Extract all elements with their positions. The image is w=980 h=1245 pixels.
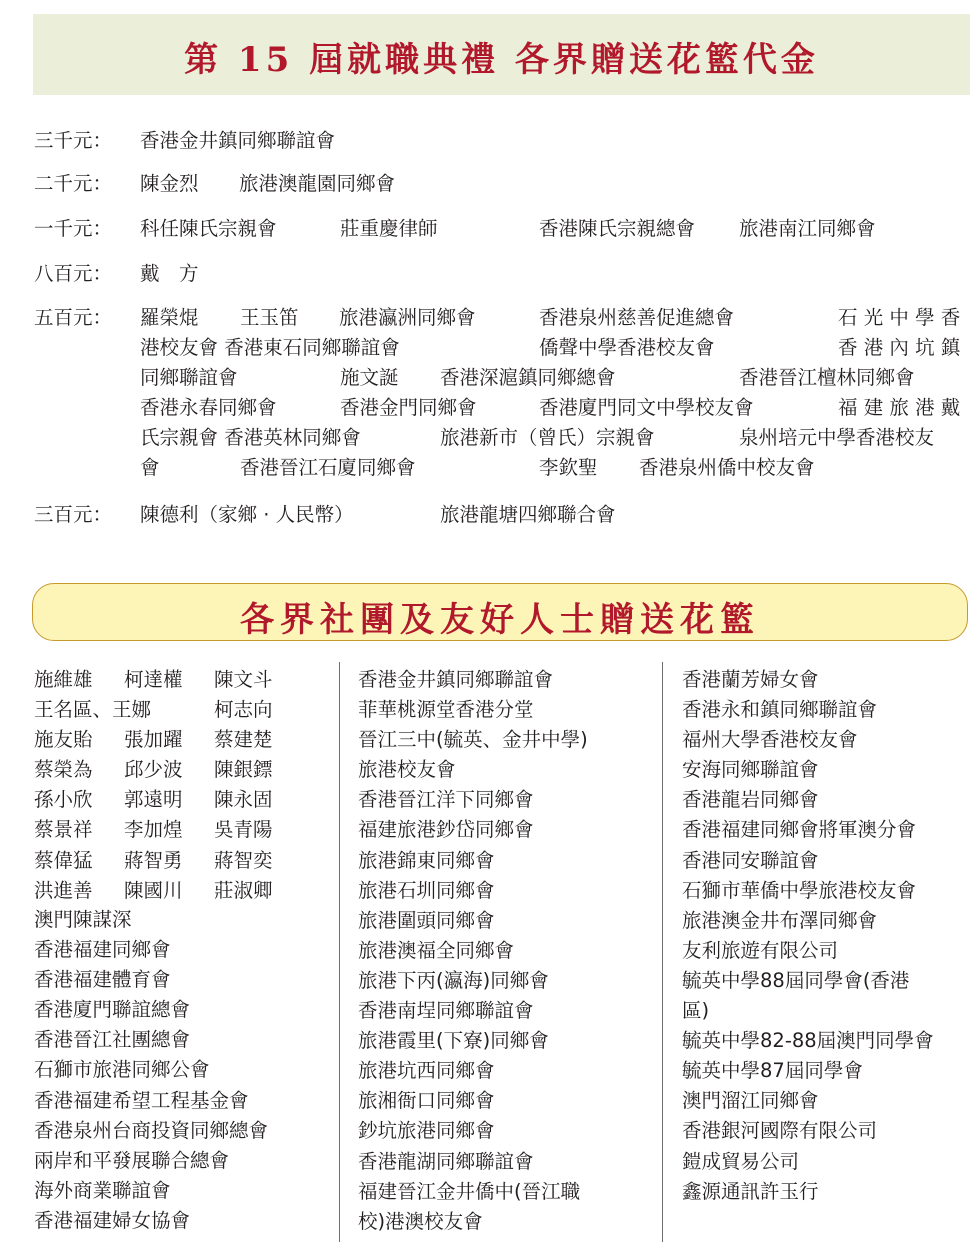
donor-item: 港校友會 香港東石同鄉聯誼會 — [140, 336, 400, 359]
donor-item: 香 港 內 坑 鎮 — [838, 336, 961, 359]
donor-item: 陳金烈 — [140, 172, 199, 195]
list-item: 旅港坑西同鄉會 — [358, 1059, 495, 1083]
donor-item: 氏宗親會 香港英林同鄉會 — [140, 426, 361, 449]
list-item: 香港晉江社團總會 — [34, 1028, 191, 1052]
list-item: 香港廈門聯誼總會 — [34, 998, 191, 1022]
list-item: 兩岸和平發展聯合總會 — [34, 1148, 230, 1172]
top-banner — [33, 14, 970, 95]
list-item: 毓英中學88屆同學會(香港 — [682, 968, 910, 992]
donor-item: 羅榮焜 — [140, 306, 199, 329]
list-item: 香港晉江洋下同鄉會 — [358, 788, 534, 812]
list-item: 旅港校友會 — [358, 758, 456, 782]
list-item: 晉江三中(毓英、金井中學) — [358, 728, 588, 752]
list-item: 香港福建婦女協會 — [34, 1208, 191, 1232]
donor-item: 福 建 旅 港 戴 — [838, 396, 961, 419]
person-name: 蔡榮為 — [34, 758, 93, 782]
donor-item: 同鄉聯誼會 — [140, 366, 238, 389]
list-item: 鈔坑旅港同鄉會 — [358, 1119, 495, 1143]
list-item: 香港蘭芳婦女會 — [682, 668, 819, 691]
person-name: 張加躍 — [124, 728, 183, 752]
list-item: 香港龍湖同鄉聯誼會 — [358, 1149, 534, 1173]
list-item: 區) — [682, 999, 710, 1023]
donor-item: 香港泉州慈善促進總會 — [539, 306, 735, 329]
donor-item: 石 光 中 學 香 — [838, 306, 961, 329]
donor-item: 香港泉州僑中校友會 — [639, 456, 815, 479]
donor-item: 香港晉江石廈同鄉會 — [240, 456, 416, 479]
list-item: 福建晉江金井僑中(晉江職 — [358, 1179, 581, 1203]
person-name: 柯志向 — [214, 698, 273, 722]
list-item: 澳門陳謀深 — [34, 908, 132, 931]
donor-item: 旅港澳龍園同鄉會 — [239, 172, 396, 195]
list-item: 旅港圍頭同鄉會 — [358, 908, 495, 932]
person-name: 郭遠明 — [124, 788, 183, 812]
list-item: 香港福建同鄉會 — [34, 938, 171, 962]
person-name: 蔣智奕 — [214, 848, 273, 872]
list-item: 旅港下丙(瀛海)同鄉會 — [358, 968, 549, 992]
tier-amount-label: 五百元： — [34, 306, 113, 329]
donor-item: 旅港南江同鄉會 — [739, 217, 876, 240]
list-item: 香港泉州台商投資同鄉總會 — [34, 1118, 269, 1142]
list-item: 旅港石圳同鄉會 — [358, 878, 495, 902]
donor-item: 香港金門同鄉會 — [340, 396, 477, 419]
list-item: 香港福建體育會 — [34, 968, 171, 992]
column-3 — [682, 665, 934, 1207]
person-name: 施維雄 — [34, 668, 93, 691]
column-2 — [358, 665, 588, 1237]
donor-item: 陳德利（家鄉 · 人民幣） — [140, 503, 354, 526]
list-item: 鑫源通訊許玉行 — [682, 1179, 819, 1203]
donor-item: 旅港瀛洲同鄉會 — [339, 306, 476, 329]
donor-item: 莊重慶律師 — [340, 217, 438, 240]
donor-item: 王玉笛 — [240, 306, 299, 329]
tier-amount-label: 三百元： — [34, 503, 113, 526]
list-item: 石獅市華僑中學旅港校友會 — [682, 878, 917, 902]
person-name: 邱少波 — [124, 758, 183, 782]
person-name: 施友貽 — [34, 728, 93, 752]
donor-item: 旅港龍塘四鄉聯合會 — [440, 503, 616, 526]
list-item: 鎧成貿易公司 — [682, 1149, 800, 1173]
list-item: 香港福建希望工程基金會 — [34, 1088, 249, 1112]
list-item: 菲華桃源堂香港分堂 — [358, 698, 534, 722]
person-name: 蔡建楚 — [214, 728, 273, 752]
list-item: 香港同安聯誼會 — [682, 848, 819, 872]
donor-item: 泉州培元中學香港校友 — [739, 426, 935, 449]
bottom-banner — [32, 583, 968, 641]
person-name: 吳青陽 — [214, 818, 273, 842]
list-item: 毓英中學82-88屆澳門同學會 — [682, 1029, 934, 1053]
column-1-orgs — [34, 905, 268, 1236]
list-item: 安海同鄉聯誼會 — [682, 758, 819, 782]
person-name: 蔣智勇 — [124, 848, 183, 872]
donor-item: 科任陳氏宗親會 — [140, 217, 277, 240]
list-item: 校)港澳校友會 — [358, 1209, 483, 1233]
tier-amount-label: 一千元： — [34, 217, 113, 240]
list-item: 福州大學香港校友會 — [682, 728, 858, 752]
list-item: 旅港霞里(下寮)同鄉會 — [358, 1029, 549, 1053]
person-name: 陳永固 — [214, 788, 273, 812]
list-item: 香港永和鎮同鄉聯誼會 — [682, 698, 878, 722]
list-item: 海外商業聯誼會 — [34, 1178, 171, 1202]
donor-item: 香港永春同鄉會 — [140, 396, 277, 419]
list-item: 澳門溜江同鄉會 — [682, 1089, 819, 1113]
person-name: 李加煌 — [124, 818, 183, 842]
list-item: 旅港澳福全同鄉會 — [358, 938, 515, 962]
list-item: 香港銀河國際有限公司 — [682, 1119, 878, 1143]
list-item: 香港龍岩同鄉會 — [682, 788, 819, 812]
tier-amount-label: 三千元： — [34, 129, 113, 152]
list-item: 福建旅港鈔岱同鄉會 — [358, 818, 534, 842]
donor-item: 會 — [140, 456, 160, 479]
donor-item: 香港深滬鎮同鄉總會 — [440, 366, 616, 389]
person-name: 莊淑卿 — [214, 878, 273, 902]
donor-item: 旅港新市（曾氏）宗親會 — [440, 426, 655, 449]
top-banner-title: 第 15 屆就職典禮 各界贈送花籃代金 — [184, 40, 819, 80]
donor-item: 李欽聖 — [539, 456, 598, 479]
person-name: 洪進善 — [34, 878, 93, 902]
person-name: 柯達權 — [124, 668, 183, 691]
donor-item: 僑聲中學香港校友會 — [539, 336, 715, 359]
person-name: 陳國川 — [124, 878, 183, 902]
list-item: 香港金井鎮同鄉聯誼會 — [358, 668, 554, 691]
column-divider — [339, 662, 340, 1242]
list-item: 香港福建同鄉會將軍澳分會 — [682, 818, 917, 842]
donor-item: 香港廈門同文中學校友會 — [539, 396, 754, 419]
list-item: 旅湘衙口同鄉會 — [358, 1089, 495, 1113]
person-name: 王名區、王娜 — [34, 698, 152, 722]
list-item: 毓英中學87屆同學會 — [682, 1059, 863, 1083]
list-item: 香港南埕同鄉聯誼會 — [358, 999, 534, 1023]
person-name: 蔡景祥 — [34, 818, 93, 842]
donor-item: 香港金井鎮同鄉聯誼會 — [140, 129, 336, 152]
bottom-banner-title: 各界社團及友好人士贈送花籃 — [240, 600, 760, 640]
person-name: 陳文斗 — [214, 668, 273, 691]
person-name: 陳銀鏢 — [214, 758, 273, 782]
donor-item: 香港陳氏宗親總會 — [539, 217, 696, 240]
donor-item: 戴 方 — [140, 262, 199, 285]
person-name: 孫小欣 — [34, 788, 93, 812]
list-item: 友利旅遊有限公司 — [682, 938, 839, 962]
donor-item: 施文誕 — [340, 366, 399, 389]
tier-amount-label: 二千元： — [34, 172, 113, 195]
column-divider — [662, 662, 663, 1242]
donor-item: 香港晉江檀林同鄉會 — [739, 366, 915, 389]
list-item: 石獅市旅港同鄉公會 — [34, 1058, 210, 1082]
tier-amount-label: 八百元： — [34, 262, 113, 285]
list-item: 旅港錦東同鄉會 — [358, 848, 495, 872]
person-name: 蔡偉猛 — [34, 848, 93, 872]
list-item: 旅港澳金井布澤同鄉會 — [682, 908, 878, 932]
